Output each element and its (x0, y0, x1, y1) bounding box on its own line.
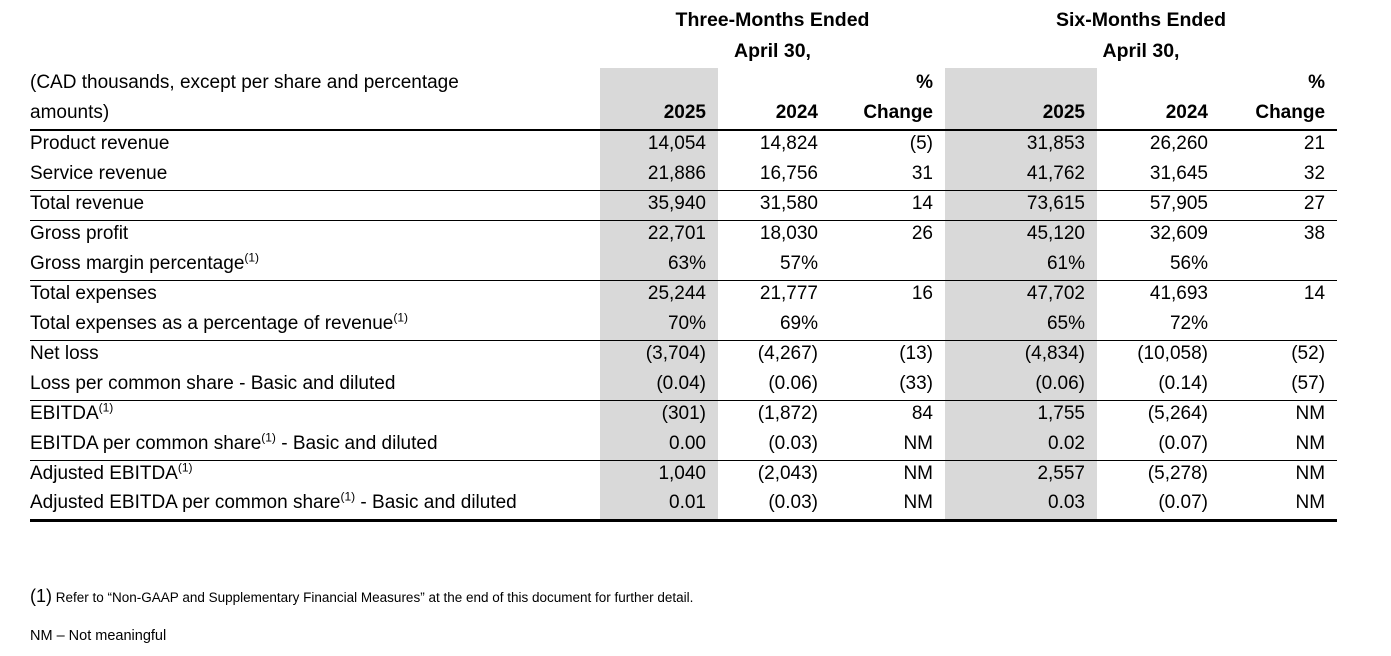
row-label: Total expenses (30, 283, 157, 304)
value-cell: NM (1220, 430, 1337, 460)
value-cell: (0.06) (718, 370, 830, 400)
row-label: Loss per common share - Basic and diluted (30, 370, 600, 400)
value-cell: 21,886 (600, 160, 718, 190)
value-cell: (0.04) (600, 370, 718, 400)
value-cell: (33) (830, 370, 945, 400)
value-cell: 35,940 (600, 190, 718, 220)
shaded-spacer-cell (945, 68, 1097, 99)
footnotes-section (30, 586, 1391, 644)
footnote-1 (30, 586, 1391, 607)
value-cell: 0.01 (600, 490, 718, 520)
table-row (30, 460, 1337, 490)
table-row (30, 220, 1337, 250)
value-cell: (301) (600, 400, 718, 430)
row-label: Adjusted EBITDA$^{(1)}$ (30, 460, 193, 484)
value-cell: 72% (1097, 310, 1220, 340)
table-row (30, 400, 1337, 430)
value-cell: 31,853 (945, 130, 1097, 160)
shaded-spacer-cell (600, 68, 718, 99)
row-label: Product revenue (30, 133, 170, 154)
value-cell: 84 (911, 403, 933, 424)
row-label: Adjusted EBITDA per common share$^{(1)}$ - Basic and diluted (30, 490, 600, 520)
table-row (30, 310, 1337, 340)
year-header-2024-3m: 2024 (718, 99, 830, 130)
year-header-2025-6m: 2025 (945, 99, 1097, 130)
pct-change-header-3m-bottom: Change (830, 99, 945, 130)
value-cell: 73,615 (945, 190, 1097, 220)
value-cell (1220, 310, 1337, 340)
value-cell (830, 250, 945, 280)
spacer-cell (1097, 68, 1220, 99)
value-cell: NM (830, 490, 945, 520)
value-cell: 38 (1303, 223, 1326, 244)
value-cell: NM (903, 463, 933, 484)
value-cell: 16 (911, 283, 933, 304)
value-cell: (3,704) (600, 340, 718, 370)
value-cell: 41,693 (1149, 283, 1208, 304)
pct-change-header-6m-bottom: Change (1220, 99, 1337, 130)
value-cell: 2,557 (945, 460, 1097, 490)
value-cell (1220, 250, 1337, 280)
value-cell: 26 (911, 223, 933, 244)
value-cell: (5,278) (1147, 463, 1208, 484)
period-header-six-months: Six-Months Ended (1055, 9, 1227, 31)
row-label: Total expenses as a percentage of revenue$^{(1)}$ (30, 310, 600, 340)
value-cell: (13) (899, 343, 933, 364)
table-row (30, 160, 1337, 190)
pct-change-header-6m-top: % (1308, 72, 1326, 93)
row-label: EBITDA per common share$^{(1)}$ - Basic and diluted (30, 430, 600, 460)
value-cell: 61% (945, 250, 1097, 280)
value-cell: 14 (1303, 283, 1326, 304)
table-row (30, 430, 1337, 460)
value-cell: (0.06) (945, 370, 1097, 400)
value-cell: 32,609 (1149, 223, 1208, 244)
value-cell: 26,260 (1149, 133, 1208, 154)
year-header-2024-6m: 2024 (1097, 99, 1220, 130)
value-cell: 22,701 (600, 220, 718, 250)
value-cell: 31 (830, 160, 945, 190)
value-cell: 45,120 (945, 220, 1097, 250)
caption-line-2: amounts) (30, 99, 600, 130)
table-row (30, 490, 1337, 520)
value-cell (830, 310, 945, 340)
value-cell: (1,872) (757, 403, 818, 424)
value-cell: (4,834) (945, 340, 1097, 370)
value-cell: 69% (718, 310, 830, 340)
period-title-row (30, 6, 1337, 37)
value-cell: (0.14) (1097, 370, 1220, 400)
row-label: Service revenue (30, 160, 600, 190)
year-header-row (30, 99, 1337, 130)
row-label: Gross profit (30, 223, 129, 244)
value-cell: (5) (909, 133, 933, 154)
value-cell: 14,054 (600, 130, 718, 160)
pct-change-header-3m-top: % (916, 72, 933, 93)
spacer-cell (30, 37, 600, 68)
period-subtitle-row (30, 37, 1337, 68)
value-cell: (5,264) (1147, 403, 1208, 424)
value-cell: 21 (1303, 133, 1326, 154)
value-cell: 41,762 (945, 160, 1097, 190)
period-subtitle-six-months: April 30, (1102, 40, 1180, 62)
table-row (30, 190, 1337, 220)
value-cell: 0.02 (945, 430, 1097, 460)
value-cell: 21,777 (759, 283, 818, 304)
value-cell: NM (1220, 490, 1337, 520)
value-cell: (2,043) (757, 463, 818, 484)
period-header-three-months: Three-Months Ended (675, 9, 870, 31)
value-cell: 14 (830, 190, 945, 220)
value-cell: 57% (718, 250, 830, 280)
value-cell: 25,244 (600, 280, 718, 310)
value-cell: (0.03) (718, 430, 830, 460)
value-cell: 63% (600, 250, 718, 280)
spacer-cell (718, 68, 830, 99)
table-row (30, 340, 1337, 370)
value-cell: (52) (1291, 343, 1326, 364)
value-cell: 1,040 (600, 460, 718, 490)
value-cell: NM (830, 430, 945, 460)
value-cell: 70% (600, 310, 718, 340)
value-cell: 31,645 (1097, 160, 1220, 190)
value-cell: 47,702 (945, 280, 1097, 310)
value-cell: (0.07) (1097, 490, 1220, 520)
table-row (30, 370, 1337, 400)
footnote-1-text: Refer to “Non-GAAP and Supplementary Financial Measures” at the end of this document for further detail. (55, 589, 694, 605)
value-cell: 27 (1220, 190, 1337, 220)
table-row (30, 280, 1337, 310)
caption-and-pct-row (30, 68, 1337, 99)
value-cell: (0.03) (718, 490, 830, 520)
value-cell: (10,058) (1137, 343, 1208, 364)
value-cell: NM (1295, 403, 1326, 424)
value-cell: 1,755 (945, 400, 1097, 430)
row-label: Net loss (30, 343, 99, 364)
row-label: Gross margin percentage$^{(1)}$ (30, 250, 600, 280)
value-cell: 57,905 (1097, 190, 1220, 220)
period-subtitle-three-months: April 30, (734, 40, 811, 62)
row-label: EBITDA$^{(1)}$ (30, 400, 114, 424)
spacer-cell (30, 6, 600, 37)
value-cell: (57) (1220, 370, 1337, 400)
value-cell: (0.07) (1097, 430, 1220, 460)
row-label: Total revenue (30, 190, 600, 220)
value-cell: 18,030 (759, 223, 818, 244)
value-cell: 0.00 (600, 430, 718, 460)
value-cell: NM (1295, 463, 1326, 484)
table-row (30, 130, 1337, 160)
value-cell: 32 (1220, 160, 1337, 190)
value-cell: 56% (1097, 250, 1220, 280)
year-header-2025-3m: 2025 (600, 99, 718, 130)
value-cell: (4,267) (757, 343, 818, 364)
footnote-1-marker: (1) (30, 585, 52, 606)
value-cell: 31,580 (718, 190, 830, 220)
value-cell: 0.03 (945, 490, 1097, 520)
table-row (30, 250, 1337, 280)
value-cell: 14,824 (759, 133, 818, 154)
value-cell: 65% (945, 310, 1097, 340)
footnote-nm: NM – Not meaningful (30, 627, 167, 644)
caption-line-1: (CAD thousands, except per share and percentage (30, 72, 459, 93)
value-cell: 16,756 (718, 160, 830, 190)
financial-summary-table (30, 6, 1337, 522)
